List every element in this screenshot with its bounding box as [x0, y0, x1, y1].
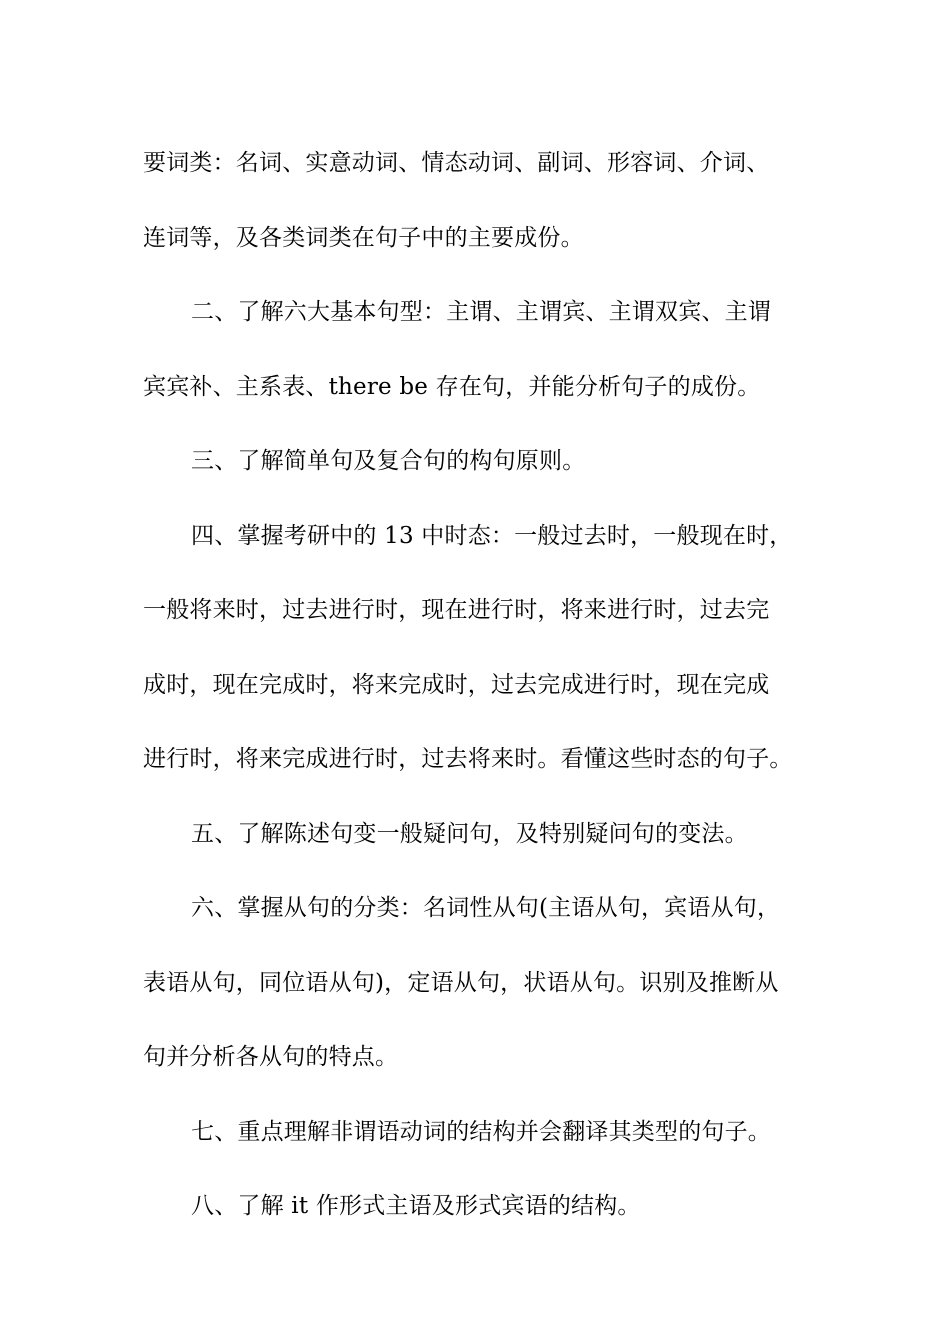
section-two-line: 二、了解六大基本句型：主谓、主谓宾、主谓双宾、主谓	[191, 299, 771, 325]
section-three-line: 三、了解简单句及复合句的构句原则。	[191, 448, 586, 474]
document-body	[143, 126, 808, 1244]
text-line: 连词等，及各类词类在句子中的主要成份。	[143, 224, 584, 251]
section-eight-line: 八、了解 it 作形式主语及形式宾语的结构。	[191, 1193, 641, 1219]
section-six-line: 六、掌握从句的分类：名词性从句(主语从句，宾语从句，	[191, 895, 781, 921]
section-five-line: 五、了解陈述句变一般疑问句，及特别疑问句的变法。	[191, 820, 748, 847]
text-line: 宾宾补、主系表、there be 存在句，并能分析句子的成份。	[143, 373, 761, 400]
text-line: 句并分析各从句的特点。	[143, 1044, 399, 1070]
text-line: 一般将来时，过去进行时，现在进行时，将来进行时，过去完	[143, 597, 770, 623]
section-seven-line: 七、重点理解非谓语动词的结构并会翻译其类型的句子。	[191, 1118, 771, 1145]
text-line: 要词类：名词、实意动词、情态动词、副词、形容词、介词、	[143, 150, 770, 176]
section-four-line: 四、掌握考研中的 13 中时态：一般过去时，一般现在时，	[191, 522, 793, 549]
text-line: 成时，现在完成时，将来完成时，过去完成进行时，现在完成	[143, 671, 770, 698]
text-line: 进行时，将来完成进行时，过去将来时。看懂这些时态的句子。	[143, 746, 793, 772]
text-line: 表语从句，同位语从句)，定语从句，状语从句。识别及推断从	[143, 969, 779, 996]
